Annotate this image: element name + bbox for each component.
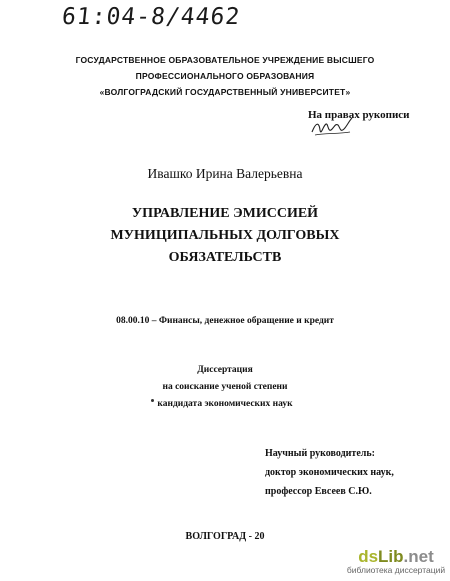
manuscript-mark: На правах рукописи xyxy=(308,109,410,121)
author-name: Ивашко Ирина Валерьевна xyxy=(147,166,303,181)
city-year: ВОЛГОГРАД - 20 xyxy=(185,531,265,542)
degree-line-2: на соискание ученой степени xyxy=(162,382,288,392)
institution-line-2: ПРОФЕССИОНАЛЬНОГО ОБРАЗОВАНИЯ xyxy=(135,71,315,81)
handwritten-archive-number: 61:04-8/4462 xyxy=(60,4,242,30)
institution-header xyxy=(0,52,450,100)
dslib-subtitle: библиотека диссертаций xyxy=(346,565,446,575)
degree-line-3: кандидата экономических наук xyxy=(157,399,293,409)
degree-statement xyxy=(0,362,450,413)
dslib-logo-part-3: .net xyxy=(403,547,434,566)
thesis-title-line-2: МУНИЦИПАЛЬНЫХ ДОЛГОВЫХ xyxy=(110,228,340,243)
signature-icon xyxy=(310,114,354,140)
dslib-watermark[interactable] xyxy=(346,548,446,578)
institution-line-1: ГОСУДАРСТВЕННОЕ ОБРАЗОВАТЕЛЬНОЕ УЧРЕЖДЕНИЕ ВЫСШЕГО xyxy=(75,55,375,65)
dslib-logo-part-1: ds xyxy=(358,547,379,566)
scan-speck xyxy=(151,399,154,402)
thesis-title xyxy=(0,203,450,269)
institution-line-3: «ВОЛГОГРАДСКИЙ ГОСУДАРСТВЕННЫЙ УНИВЕРСИТЕТ» xyxy=(99,87,351,97)
dslib-logo[interactable] xyxy=(346,548,446,565)
degree-line-1: Диссертация xyxy=(197,365,253,375)
specialty-code: 08.00.10 – Финансы, денежное обращение и кредит xyxy=(116,316,334,326)
supervisor-degree: доктор экономических наук, xyxy=(265,467,394,478)
dslib-logo-part-2: Lib xyxy=(378,547,404,566)
thesis-title-line-1: УПРАВЛЕНИЕ ЭМИССИЕЙ xyxy=(131,206,319,221)
supervisor-label: Научный руководитель: xyxy=(265,448,375,459)
supervisor-block xyxy=(265,444,394,501)
supervisor-name: профессор Евсеев С.Ю. xyxy=(265,486,372,497)
thesis-title-line-3: ОБЯЗАТЕЛЬСТВ xyxy=(168,250,282,265)
